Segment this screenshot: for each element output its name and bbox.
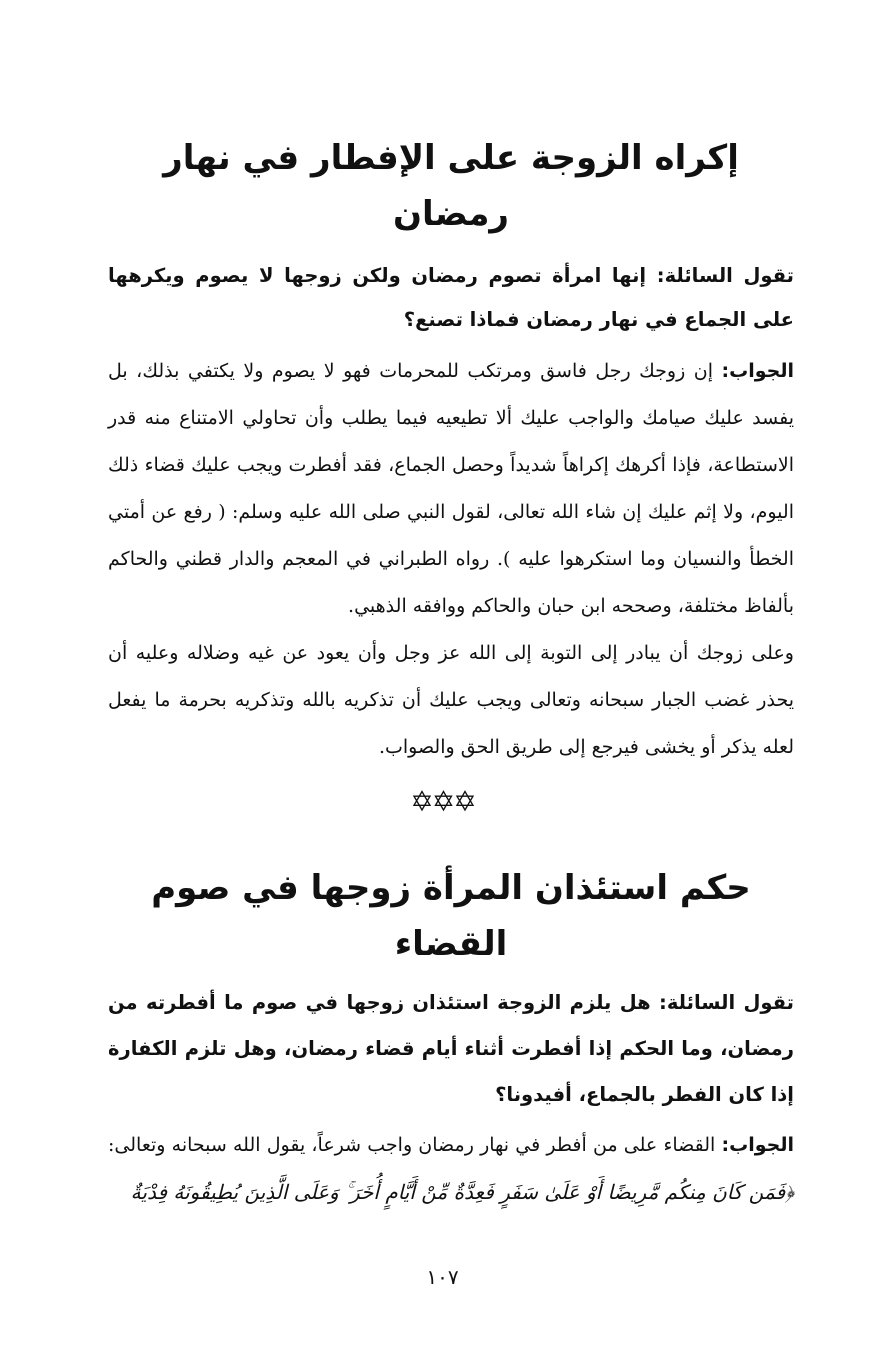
question-lead: تقول السائلة:	[656, 264, 794, 287]
answer-lead: الجواب:	[721, 360, 794, 382]
question-paragraph	[108, 980, 794, 1118]
section-title: حكم استئذان المرأة زوجها في صوم القضاء	[151, 868, 751, 964]
section-title: إكراه الزوجة على الإفطار في نهار رمضان	[163, 138, 739, 234]
section-forced-breaking-fast	[108, 130, 794, 771]
section-makeup-fast-permission	[108, 860, 794, 1217]
quran-verse: ﴿فَمَن كَانَ مِنكُم مَّرِيضًا أَوْ عَلَىٰ سَفَرٍ فَعِدَّةٌ مِّنْ أَيَّامٍ أُخَرَ ۚ وَعَلَى الَّذِينَ يُطِيقُونَهُ فِدْيَةٌ	[130, 1180, 794, 1204]
ornament-divider: ✡✡✡	[410, 785, 475, 818]
answer-text: إن زوجك رجل فاسق ومرتكب للمحرمات فهو لا يصوم ولا يكتفي بذلك، بل يفسد عليك صيامك والواجب عليك ألا تطيعيه فيما يطلب وأن تحاولي الامتناع منه قدر الاستطاعة، فإذا أكرهك إكراهاً شديداً وحصل الجماع، فقد أفطرت ويجب عليك قضاء ذلك اليوم، ولا إثم عليك إن شاء الله تعالى، لقول النبي صلى الله عليه وسلم: ( رفع عن أمتي الخطأ والنسيان وما استكرهوا عليه ). رواه الطبراني في المعجم والدار قطني والحاكم بألفاظ مختلفة، وصححه ابن حبان والحاكم ووافقه الذهبي.	[108, 360, 794, 617]
page-number: ١٠٧	[426, 1265, 459, 1289]
question-lead: تقول السائلة:	[659, 991, 794, 1014]
advice-paragraph: وعلى زوجك أن يبادر إلى التوبة إلى الله عز وجل وأن يعود عن غيه وضلاله وعليه أن يحذر غضب الجبار سبحانه وتعالى ويجب عليك أن تذكريه بالله وتذكريه بحرمة ما يفعل لعله يذكر أو يخشى فيرجع إلى طريق الحق والصواب.	[108, 642, 794, 758]
answer-text: القضاء على من أفطر في نهار رمضان واجب شرعاً، يقول الله سبحانه وتعالى:	[108, 1134, 716, 1156]
question-paragraph	[108, 254, 794, 342]
question-text: هل يلزم الزوجة استئذان زوجها في صوم ما أفطرته من رمضان، وما الحكم إذا أفطرت أثناء أيام قضاء رمضان، وهل تلزم الكفارة إذا كان الفطر بالجماع، أفيدونا؟	[108, 991, 794, 1106]
answer-paragraph	[108, 1122, 794, 1217]
answer-paragraph	[108, 348, 794, 630]
answer-lead: الجواب:	[721, 1134, 794, 1156]
question-text: إنها امرأة تصوم رمضان ولكن زوجها لا يصوم ويكرهها على الجماع في نهار رمضان فماذا تصنع؟	[108, 264, 794, 331]
